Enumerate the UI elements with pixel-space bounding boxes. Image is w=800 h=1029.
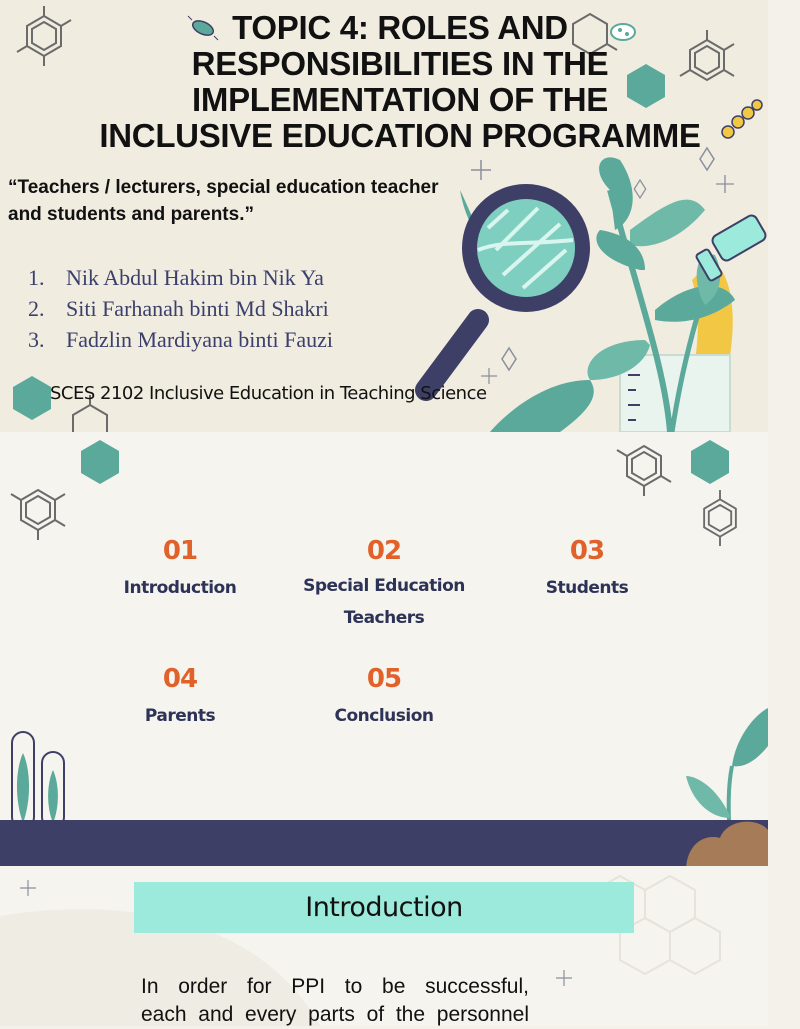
member-name: Fadzlin Mardiyana binti Fauzi <box>66 327 333 352</box>
contents-item-introduction[interactable] <box>80 536 280 604</box>
title-line: RESPONSIBILITIES IN THE <box>191 45 609 82</box>
list-number: 3. <box>28 327 45 352</box>
list-number: 1. <box>28 265 45 290</box>
benzene-icon <box>692 488 748 548</box>
presentation-title <box>40 10 760 154</box>
benzene-icon <box>6 478 70 542</box>
sparkle-icon <box>556 970 572 986</box>
contents-item-students[interactable] <box>487 536 687 604</box>
member-name: Nik Abdul Hakim bin Nik Ya <box>66 265 324 290</box>
item-number: 04 <box>162 664 198 694</box>
seedling-icon <box>686 812 768 868</box>
list-item <box>28 324 333 355</box>
body-line: In order for PPI to be successful, <box>141 975 529 998</box>
slide-divider <box>0 820 768 866</box>
contents-item-parents[interactable] <box>80 664 280 732</box>
contents-item-special-education-teachers[interactable] <box>284 536 484 634</box>
item-label: Special Education <box>303 576 465 596</box>
item-number: 05 <box>366 664 402 694</box>
test-tube-icon <box>700 214 768 280</box>
subtitle-quote <box>8 174 508 228</box>
item-number: 01 <box>162 536 198 566</box>
list-number: 2. <box>28 296 45 321</box>
title-line: TOPIC 4: ROLES AND <box>232 9 568 46</box>
item-label: Students <box>545 578 629 598</box>
member-name: Siti Farhanah binti Md Shakri <box>66 296 329 321</box>
item-label: Introduction <box>123 578 237 598</box>
title-slide <box>0 0 768 432</box>
item-label: Parents <box>144 706 216 726</box>
item-number: 02 <box>366 536 402 566</box>
course-name: SCES 2102 Inclusive Education in Teaching Science <box>50 383 487 404</box>
introduction-body <box>141 973 529 1029</box>
sparkle-icon <box>20 880 36 896</box>
contents-slide <box>0 432 768 864</box>
introduction-heading: Introduction <box>134 882 634 933</box>
test-tube-icon <box>6 728 70 832</box>
item-label: Teachers <box>343 608 425 628</box>
item-label: Conclusion <box>334 706 434 726</box>
contents-item-conclusion[interactable] <box>284 664 484 732</box>
list-item <box>28 262 333 293</box>
quote-line: “Teachers / lecturers, special education teacher <box>8 177 439 198</box>
hexagon-icon <box>80 440 120 484</box>
item-number: 03 <box>569 536 605 566</box>
hexagon-icon <box>12 376 52 420</box>
quote-line: and students and parents.” <box>8 204 254 225</box>
hexagon-icon <box>690 440 730 484</box>
list-item <box>28 293 333 324</box>
member-list <box>28 262 333 355</box>
benzene-icon <box>612 434 676 498</box>
title-line: IMPLEMENTATION OF THE <box>192 81 608 118</box>
title-line: INCLUSIVE EDUCATION PROGRAMME <box>99 117 701 154</box>
body-line: each and every parts of the personnel <box>141 1003 529 1026</box>
